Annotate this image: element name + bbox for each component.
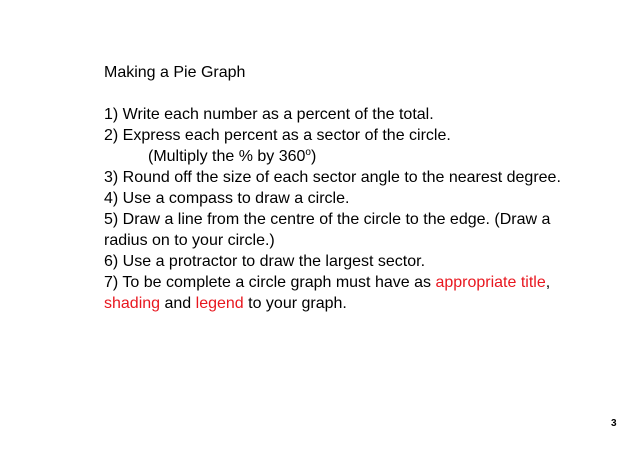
page-title: Making a Pie Graph [104,64,246,81]
step-7-and: and [160,295,196,312]
highlight-shading: shading [104,295,161,312]
highlight-appropriate-title: appropriate title [435,274,546,291]
highlight-legend: legend [195,295,244,312]
step-1: 1) Write each number as a percent of the total. [104,106,434,123]
step-3: 3) Round off the size of each sector angle to the nearest degree. [104,169,561,186]
step-7-continuation [104,293,604,314]
step-4: 4) Use a compass to draw a circle. [104,190,350,207]
instructions-text-block [104,62,604,314]
step-5: 5) Draw a line from the centre of the circle to the edge. (Draw a [104,211,551,228]
step-7 [104,272,604,293]
step-6: 6) Use a protractor to draw the largest sector. [104,253,426,270]
step-2-note-text: (Multiply the % by 360 [148,148,306,165]
step-7-comma: , [545,274,551,291]
step-2-note-close: ) [310,148,317,165]
step-5-continuation: radius on to your circle.) [104,232,275,249]
step-2: 2) Express each percent as a sector of the circle. [104,127,451,144]
step-7-end: to your graph. [243,295,347,312]
step-7-text: 7) To be complete a circle graph must have as [104,274,436,291]
degree-superscript: o [305,147,311,158]
page-number: 3 [611,418,617,429]
step-2-note [104,146,604,167]
